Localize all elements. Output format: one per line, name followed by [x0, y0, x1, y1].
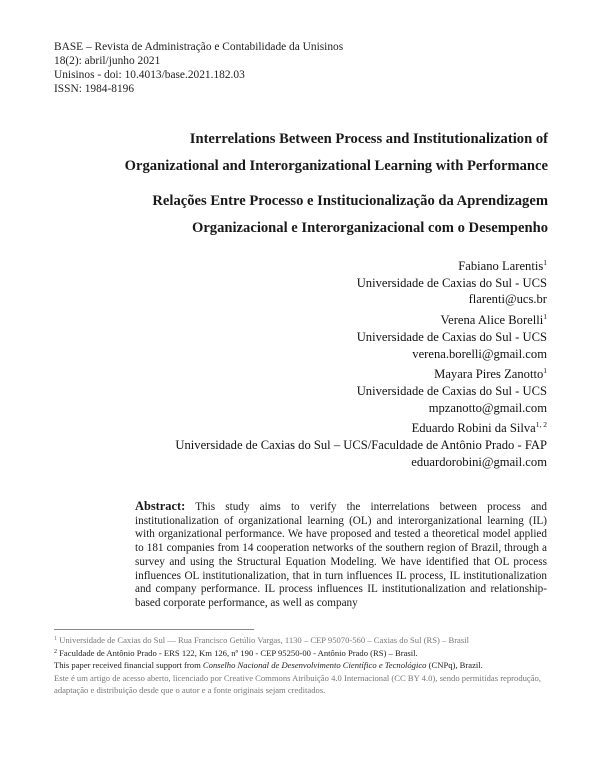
author-affiliation-marker: 1, 2: [535, 420, 547, 430]
author-block: [175, 420, 547, 470]
title-portuguese-line1: Relações Entre Processo e Institucionalização da Aprendizagem: [152, 193, 548, 209]
author-name-line: [175, 258, 547, 275]
author-name: Verena Alice Borelli: [440, 313, 544, 328]
footnotes: [54, 634, 554, 697]
footnote-1-marker: 1: [54, 636, 57, 642]
author-name: Eduardo Robini da Silva: [411, 421, 536, 436]
funding-note: [54, 659, 554, 672]
author-name: Mayara Pires Zanotto: [434, 367, 544, 382]
author-affiliation-marker: 1: [543, 366, 547, 376]
author-affiliation: Universidade de Caxias do Sul – UCS/Faculdade de Antônio Prado - FAP: [175, 438, 547, 453]
author-list: [175, 258, 547, 474]
author-affiliation: Universidade de Caxias do Sul - UCS: [356, 329, 547, 344]
author-block: [175, 312, 547, 362]
title-portuguese-line2: Organizacional e Interorganizacional com o Desempenho: [191, 220, 548, 236]
author-name: Fabiano Larentis: [458, 259, 544, 273]
footnote-2: [54, 647, 554, 660]
footnote-2-text: Faculdade de Antônio Prado - ERS 122, Km 126, nº 190 - CEP 95250-00 - Antônio Prado (RS) – Brasil.: [59, 647, 418, 658]
footnote-1-text: Universidade de Caxias do Sul — Rua Francisco Getúlio Vargas, 1130 – CEP 95070-560 – Caxias do Sul (RS) – Brasil: [59, 635, 469, 645]
author-email: mpzanotto@gmail.com: [428, 400, 547, 415]
journal-header: [54, 40, 343, 96]
author-affiliation-marker: 1: [543, 258, 547, 267]
title-english-line1: Interrelations Between Process and Institutionalization of: [189, 131, 548, 147]
author-affiliation: Universidade de Caxias do Sul - UCS: [356, 275, 547, 290]
title-english-line2: Organizational and Interorganizational Learning with Performance: [124, 158, 548, 174]
abstract: [135, 500, 547, 611]
funding-agency: Conselho Nacional de Desenvolvimento Científico e Tecnológico: [202, 660, 427, 670]
footnote-2-marker: 2: [54, 648, 57, 655]
abstract-text: This study aims to verify the interrelations between process and institutionalization of organizational learning (OL) and interorganizational learning (IL) with organizational performance. We have proposed and tested a theoretical model applied to 181 companies from 14 cooperation networks of the southern region of Brazil, through a survey and using the Structural Equation Modeling. We have identified that OL process influences OL institutionalization, that in turn influences IL process, IL institutionalization and company performance. IL process influences IL institutionalization and relationship-based corporate performance, as well as company: [135, 501, 547, 609]
journal-name: BASE – Revista de Administração e Contabilidade da Unisinos: [54, 41, 344, 53]
funding-prefix: This paper received financial support from: [54, 660, 201, 670]
author-name-line: [175, 312, 547, 329]
journal-issn: ISSN: 1984-8196: [54, 83, 135, 95]
author-affiliation: Universidade de Caxias do Sul - UCS: [356, 383, 547, 398]
funding-suffix: (CNPq), Brazil.: [428, 660, 483, 670]
author-block: [175, 366, 547, 416]
abstract-label: Abstract:: [135, 499, 186, 513]
author-name-line: [175, 420, 547, 437]
footnote-divider: [54, 629, 254, 630]
author-email: flarenti@ucs.br: [468, 292, 547, 307]
footnote-1: [54, 634, 554, 647]
title-english: [60, 126, 548, 180]
journal-doi: Unisinos - doi: 10.4013/base.2021.182.03: [54, 69, 245, 81]
author-email: eduardorobini@gmail.com: [411, 454, 547, 469]
author-affiliation-marker: 1: [543, 312, 547, 322]
author-name-line: [175, 366, 547, 383]
author-email: verena.borelli@gmail.com: [412, 346, 547, 361]
journal-issue: 18(2): abril/junho 2021: [54, 55, 161, 67]
author-block: [175, 258, 547, 308]
title-portuguese: [60, 188, 548, 242]
license-note: Este é um artigo de acesso aberto, licenciado por Creative Commons Atribuição 4.0 Internacional (CC BY 4.0), sendo permitidas reprodução, adaptação e distribuição desde que o autor e a fonte originais sejam creditados.: [54, 672, 541, 695]
